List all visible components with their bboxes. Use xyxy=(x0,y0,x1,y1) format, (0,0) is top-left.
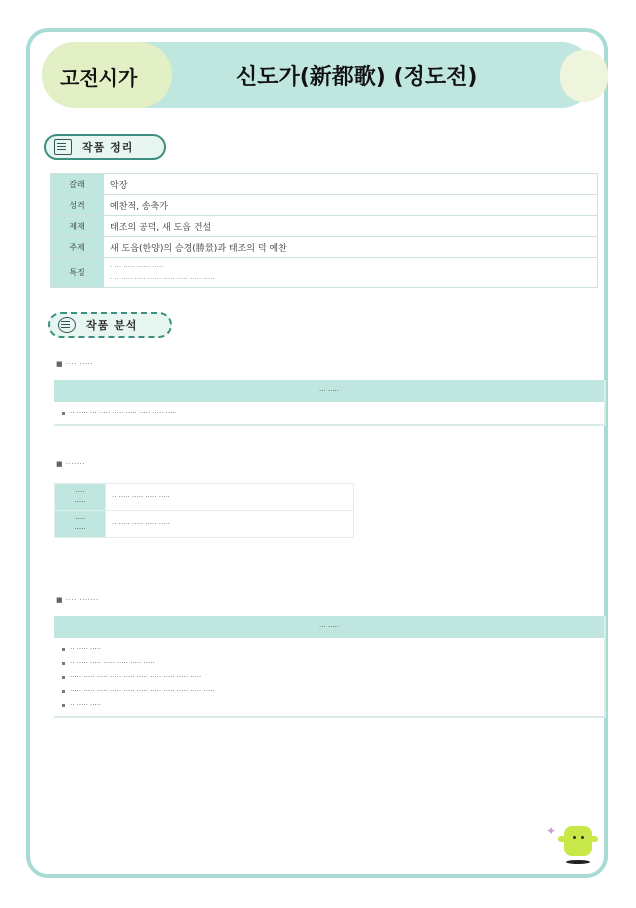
list-item: ·· ····· ····· ····· ····· ····· ····· xyxy=(60,656,598,670)
summary-table xyxy=(50,173,598,288)
category-label: 고전시가 xyxy=(60,66,138,90)
table-row xyxy=(51,174,598,195)
summary-section-header xyxy=(44,134,166,160)
banner-decoration xyxy=(560,50,608,102)
part1-box xyxy=(54,380,606,426)
summary-key: 주제 xyxy=(51,237,104,258)
summary-value: 태조의 공덕, 새 도읍 건설 xyxy=(104,216,598,237)
notepad-pencil-icon xyxy=(54,139,72,155)
summary-value xyxy=(104,258,598,288)
summary-value: 예찬적, 송축가 xyxy=(104,195,598,216)
summary-key: 특징 xyxy=(51,258,104,288)
row-value: ·· ····· ····· ····· ····· xyxy=(106,484,354,511)
table-row xyxy=(51,195,598,216)
part3-box xyxy=(54,616,606,718)
table-row xyxy=(55,511,354,538)
summary-key: 성격 xyxy=(51,195,104,216)
list-item: ·· ····· ··· ····· ····· ····· ····· ····· ····· xyxy=(60,406,598,420)
list-item: ····· ····· ····· ····· ····· ····· ····· ····· ····· ····· xyxy=(60,670,598,684)
part1-box-title: ··· ····· xyxy=(54,380,604,402)
part2-table xyxy=(54,483,354,538)
list-item: ·· ····· ····· xyxy=(60,642,598,656)
table-row xyxy=(51,237,598,258)
summary-section-label: 작품 정리 xyxy=(82,141,134,154)
feature-line: · ··· ····· ······ ····· xyxy=(110,262,164,271)
list-item: ·· ····· ····· xyxy=(60,698,598,712)
page-title: 신도가(新都歌) (정도전) xyxy=(236,65,478,90)
summary-value: 새 도읍(한양)의 승경(勝景)과 태조의 덕 예찬 xyxy=(104,237,598,258)
sparkle-star-icon: ✦ xyxy=(546,824,557,838)
table-row xyxy=(55,484,354,511)
part3-label: ■ ···· ······· xyxy=(56,596,99,604)
row-key: ···· ····· xyxy=(55,484,106,511)
part1-label: ■ ···· ····· xyxy=(56,360,94,368)
summary-value: 악장 xyxy=(104,174,598,195)
part3-box-title: ··· ····· xyxy=(54,616,604,638)
feature-line: · ·· ····· ····· ······ ····· ····· ····· ····· xyxy=(110,274,215,283)
summary-key: 제재 xyxy=(51,216,104,237)
green-mascot-icon xyxy=(560,822,596,860)
puzzle-icon xyxy=(58,317,76,333)
row-key: ···· ····· xyxy=(55,511,106,538)
table-row xyxy=(51,258,598,288)
part2-label: ■ ······· xyxy=(56,460,85,468)
table-row xyxy=(51,216,598,237)
list-item: ····· ····· ····· ····· ····· ····· ····· ····· ····· ····· ····· xyxy=(60,684,598,698)
analysis-section-header xyxy=(48,312,172,338)
row-value: ·· ····· ····· ····· ····· xyxy=(106,511,354,538)
summary-key: 갈래 xyxy=(51,174,104,195)
analysis-section-label: 작품 분석 xyxy=(86,319,138,332)
